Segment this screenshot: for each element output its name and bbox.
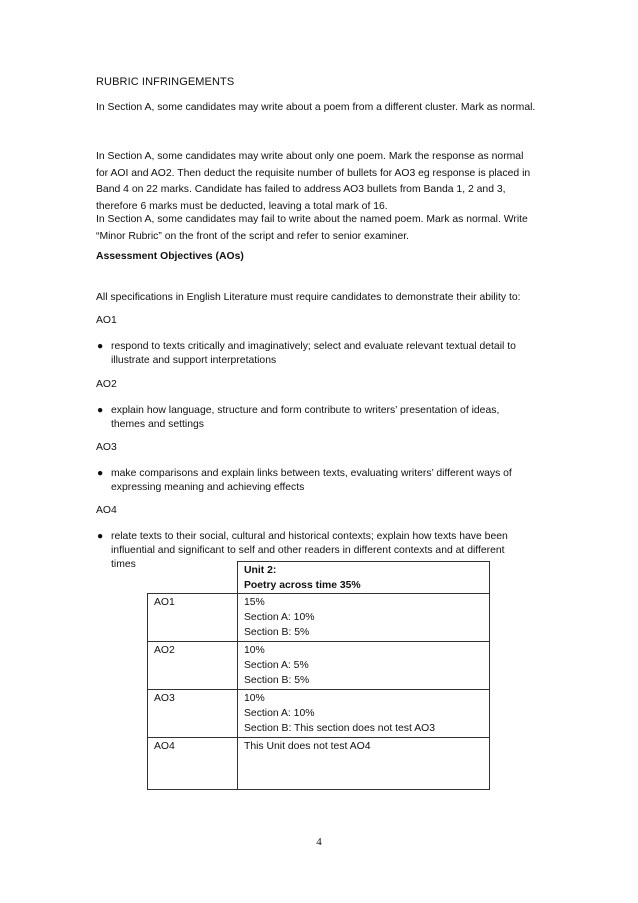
table-header-title: Poetry across time 35% xyxy=(244,580,361,591)
paragraph-named-poem: In Section A, some candidates may fail to write about the named poem. Mark as normal. Write “Minor Rubric” on the front of the script and refer to senior examiner. xyxy=(96,214,528,242)
table-header-unit: Unit 2: xyxy=(244,565,277,576)
ao2-label: AO2 xyxy=(96,379,117,390)
table-row-value xyxy=(238,690,490,738)
table-value-line: 10% xyxy=(244,645,265,656)
ao4-text: relate texts to their social, cultural and historical contexts; explain how texts have been influential and significant to self and other readers in different contexts and at different times xyxy=(111,531,508,570)
page-number: 4 xyxy=(316,836,322,848)
ao1-label: AO1 xyxy=(96,315,117,326)
paragraph-one-poem: In Section A, some candidates may write about only one poem. Mark the response as normal for AOI and AO2. Then deduct the requisite number of bullets for AO3 eg response is placed in Band 4 on 22 marks. Candidate has failed to address AO3 bullets from Banda 1, 2 and 3, therefore 6 marks must be deducted, leaving a total mark of 16. xyxy=(96,151,531,212)
ao3-label: AO3 xyxy=(96,442,117,453)
table-value-line: Section B: 5% xyxy=(244,675,310,686)
section-heading: RUBRIC INFRINGEMENTS xyxy=(96,76,235,88)
ao2-text: explain how language, structure and form contribute to writers’ presentation of ideas, themes and settings xyxy=(111,405,500,430)
bullet-icon: ● xyxy=(97,405,104,416)
table-row xyxy=(148,738,490,790)
ao3-text: make comparisons and explain links between texts, evaluating writers’ different ways of expressing meaning and achieving effects xyxy=(111,468,512,493)
table-row-ao: AO2 xyxy=(148,642,238,690)
table-row-ao: AO3 xyxy=(148,690,238,738)
table-value-line: Section B: This section does not test AO3 xyxy=(244,723,435,734)
table-row-value xyxy=(238,738,490,790)
table-header-cell xyxy=(238,562,490,594)
paragraph-different-cluster: In Section A, some candidates may write about a poem from a different cluster. Mark as normal. xyxy=(96,102,536,113)
table-header-row xyxy=(148,562,490,594)
table-row xyxy=(148,642,490,690)
ao1-text: respond to texts critically and imaginatively; select and evaluate relevant textual detail to illustrate and support interpretations xyxy=(111,341,516,366)
table-value-line: This Unit does not test AO4 xyxy=(244,741,371,752)
table-row-value xyxy=(238,642,490,690)
ao-intro: All specifications in English Literature must require candidates to demonstrate their ability to: xyxy=(96,292,521,303)
ao4-label: AO4 xyxy=(96,505,117,516)
table-value-line: 10% xyxy=(244,693,265,704)
bullet-icon: ● xyxy=(97,468,104,479)
bullet-icon: ● xyxy=(97,531,104,542)
table-row-value xyxy=(238,594,490,642)
ao-title: Assessment Objectives (AOs) xyxy=(96,251,244,262)
table-row xyxy=(148,690,490,738)
table-row-ao: AO1 xyxy=(148,594,238,642)
table-value-line: 15% xyxy=(244,597,265,608)
bullet-icon: ● xyxy=(97,341,104,352)
ao-weighting-table xyxy=(147,561,490,790)
table-value-line: Section A: 5% xyxy=(244,660,309,671)
table-row-ao: AO4 xyxy=(148,738,238,790)
table-value-line: Section A: 10% xyxy=(244,708,315,719)
table-value-line: Section A: 10% xyxy=(244,612,315,623)
table-row xyxy=(148,594,490,642)
table-value-line: Section B: 5% xyxy=(244,627,310,638)
